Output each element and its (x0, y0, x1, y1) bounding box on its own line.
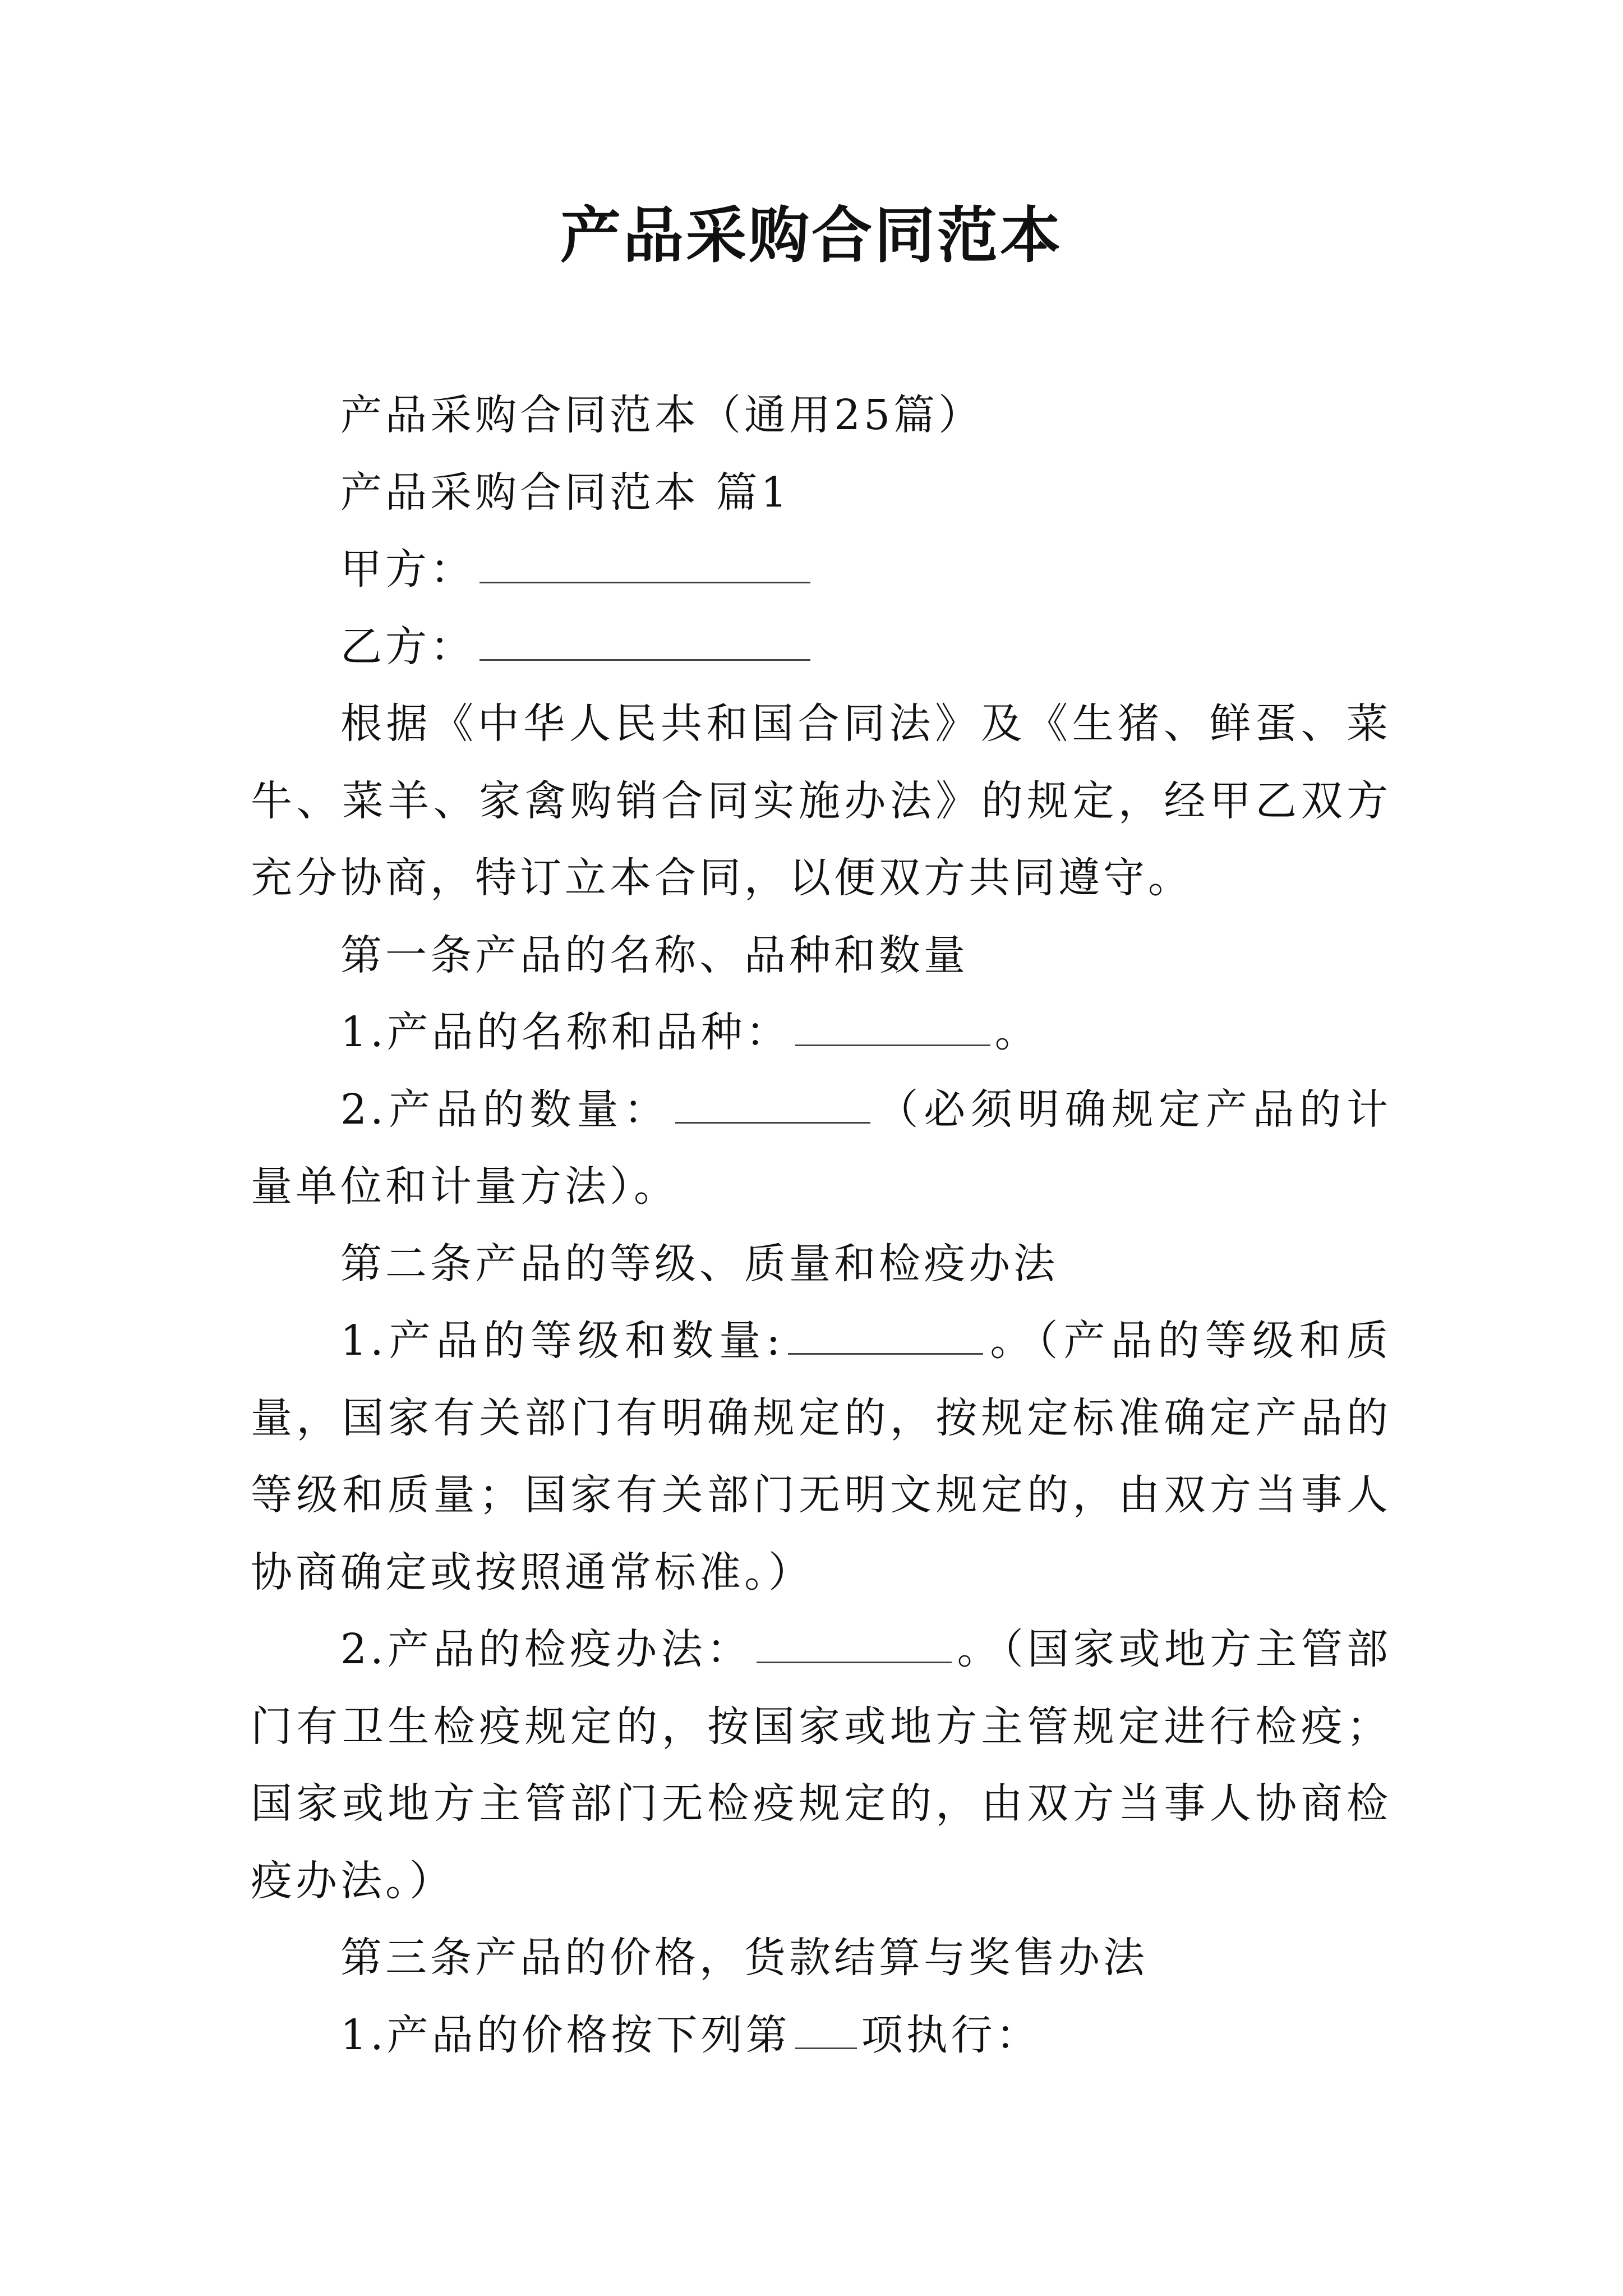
article1-heading: 第一条产品的名称、品种和数量 (340, 931, 969, 979)
party-b-blank (479, 618, 810, 661)
article2-item2 (251, 1611, 1391, 1920)
article3-heading: 第三条产品的价格，货款结算与奖售办法 (340, 1934, 1148, 1982)
article1-item2 (251, 1071, 1391, 1226)
party-a-label: 甲方： (340, 545, 475, 593)
document-title: 产品采购合同范本 (560, 200, 1063, 271)
article2-item2-label: 2.产品的检疫办法： (340, 1625, 753, 1673)
party-b-line (251, 609, 1391, 686)
article2-item1-note: 。（产品的等级和质量，国家有关部门有明确规定的，按规定标准确定产品的等级和质量；国家有关部门无明文规定的，由双方当事人协商确定或按照通常标准。） (251, 1317, 1391, 1596)
preamble-paragraph: 根据《中华人民共和国合同法》及《生猪、鲜蛋、菜牛、菜羊、家禽购销合同实施办法》的规定，经甲乙双方充分协商，特订立本合同，以便双方共同遵守。 (251, 700, 1391, 902)
article1-item2-blank (675, 1080, 870, 1124)
document-body (251, 377, 1391, 2074)
party-b-label: 乙方： (340, 622, 475, 671)
article1-item1-label: 1.产品的名称和品种： (340, 1008, 791, 1056)
article3-item1-label: 1.产品的价格按下列第 (340, 2010, 791, 2059)
article1-item1-blank (795, 1003, 990, 1046)
article1-item2-label: 2.产品的数量： (340, 1085, 671, 1134)
article1-item1 (251, 994, 1391, 1071)
article3-item1 (251, 1997, 1391, 2074)
article3-item1-suffix: 项执行： (861, 2010, 1041, 2059)
article1-item1-suffix: 。 (994, 1008, 1040, 1056)
party-a-line (251, 531, 1391, 609)
article2-item1 (251, 1303, 1391, 1611)
article2-item2-note: 。（国家或地方主管部门有卫生检疫规定的，按国家或地方主管规定进行检疫；国家或地方主管部门无检疫规定的，由双方当事人协商检疫办法。） (251, 1625, 1391, 1905)
document-subtitle: 产品采购合同范本（通用25篇） (340, 391, 984, 439)
article1-item2-note: （必须明确规定产品的计量单位和计量方法）。 (251, 1085, 1391, 1211)
party-a-blank (479, 540, 810, 583)
section-heading: 产品采购合同范本 篇1 (340, 468, 791, 517)
article2-item2-blank (757, 1620, 952, 1663)
article2-item1-blank (788, 1312, 983, 1355)
article2-heading: 第二条产品的等级、质量和检疫办法 (340, 1239, 1058, 1288)
article3-item1-blank (795, 2006, 857, 2049)
article2-item1-label: 1.产品的等级和数量: (340, 1317, 784, 1365)
